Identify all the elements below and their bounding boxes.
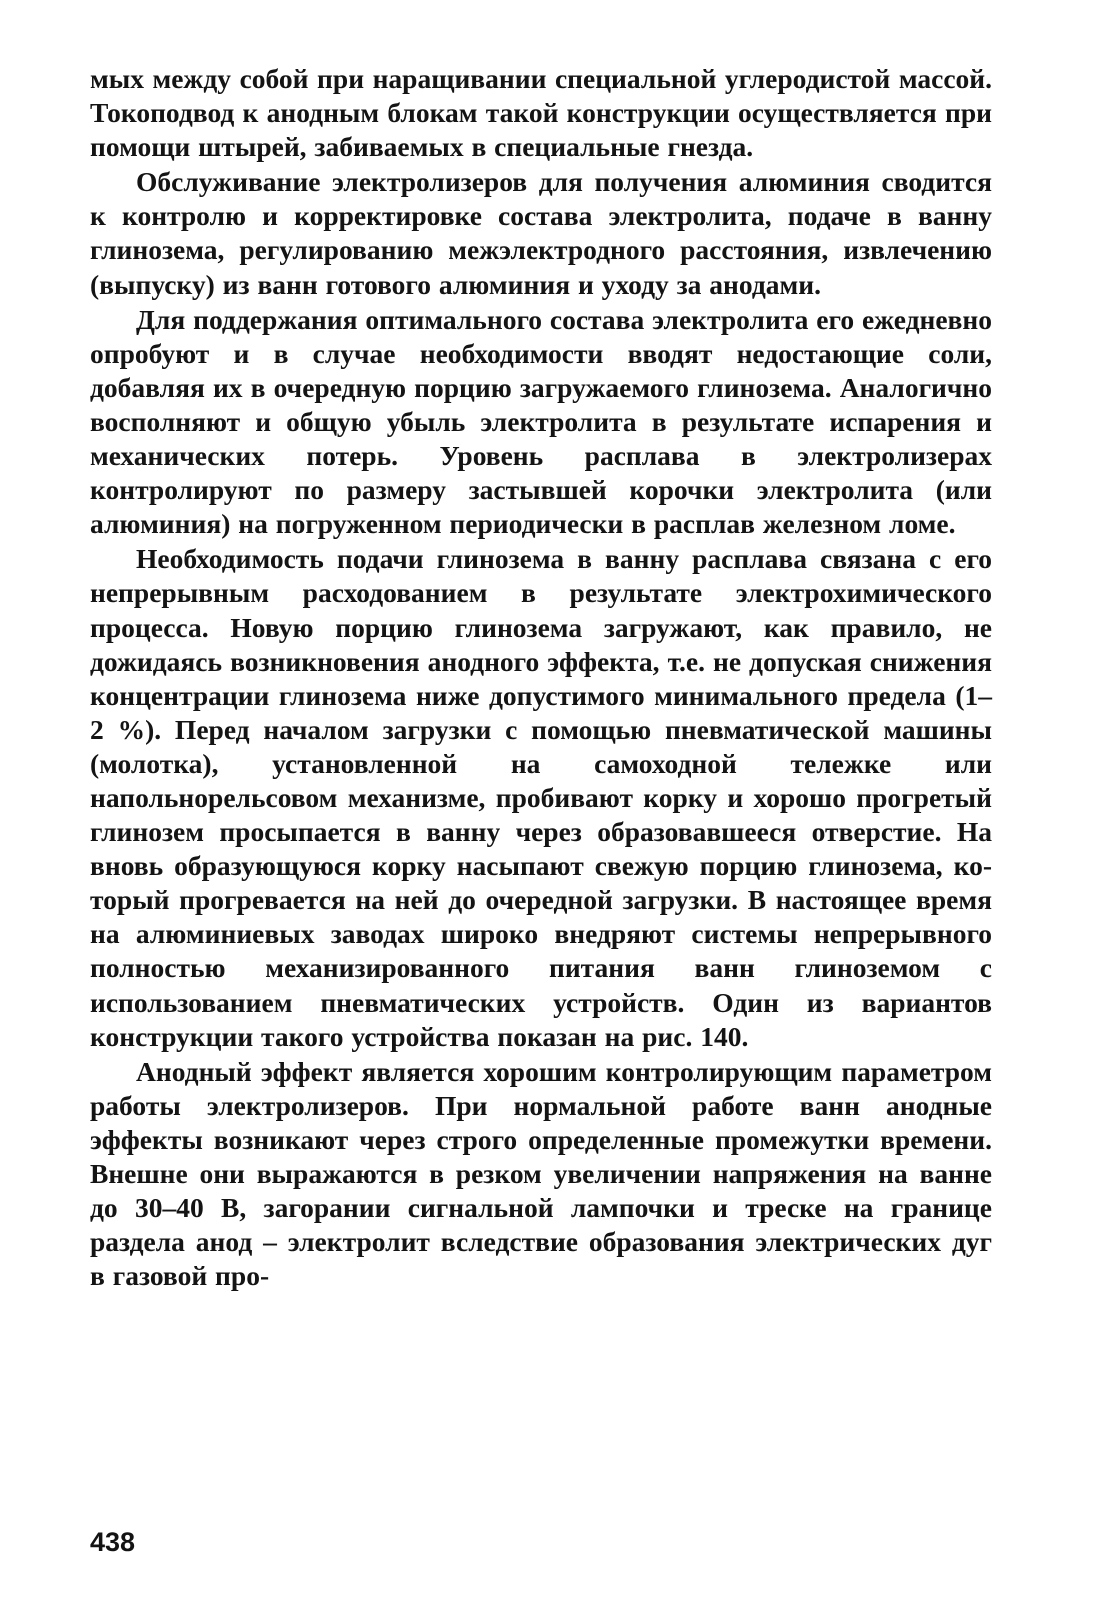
paragraph: Анодный эффект является хорошим контролирующим параметром работы электролизеров. При нормальной работе ванн анодные эффекты возникают через строго определенные промежутки времени. Внешне они выражаются в резком увеличении напряжения на ванне до 30–40 В, загорании сигнальной лампочки и треске на границе раздела анод – электролит вследствие образования электрических дуг в газовой про- bbox=[90, 1055, 992, 1292]
paragraph: Необходимость подачи глинозема в ванну расплава связана с его непрерывным расходованием в результате электрохимического процесса. Новую порцию глинозема загружают, как правило, не дожидаясь возникновения анодного эффекта, т.е. не допуская снижения концентрации глинозема ниже допустимого минимального предела (1–2 %). Перед началом загрузки с помощью пневматической машины (молотка), установленной на самоходной тележке или напольнорельсовом механизме, пробивают корку и хорошо прогретый глинозем просыпается в ванну через образовавшееся отверстие. На вновь образующуюся корку насыпают свежую порцию глинозема, который прогревается на ней до очередной загрузки. В настоящее время на алюминиевых заводах широко внедряют системы непрерывного полностью механизированного питания ванн глиноземом с использованием пневматических устройств. Один из вариантов конструкции такого устройства показан на рис. 140. bbox=[90, 543, 992, 1052]
page-body bbox=[90, 62, 992, 1293]
page-number: 438 bbox=[90, 1527, 136, 1557]
paragraph: Для поддержания оптимального состава электролита его ежедневно опробуют и в случае необходимости вводят недостающие соли, добавляя их в очередную порцию загружаемого глинозема. Аналогично восполняют и общую убыль электролита в результате испарения и механических потерь. Уровень расплава в электролизерах контролируют по размеру застывшей корочки электролита (или алюминия) на погруженном периодически в расплав железном ломе. bbox=[90, 303, 992, 540]
paragraph: Обслуживание электролизеров для получения алюминия сводится к контролю и корректировке состава электролита, подаче в ванну глинозема, регулированию межэлектродного расстояния, извлечению (выпуску) из ванн готового алюминия и уходу за анодами. bbox=[90, 166, 992, 300]
paragraph: мых между собой при наращивании специальной углеродистой массой. Токоподвод к анодным блокам такой конструкции осуществляется при помощи штырей, забиваемых в специальные гнезда. bbox=[90, 63, 992, 163]
